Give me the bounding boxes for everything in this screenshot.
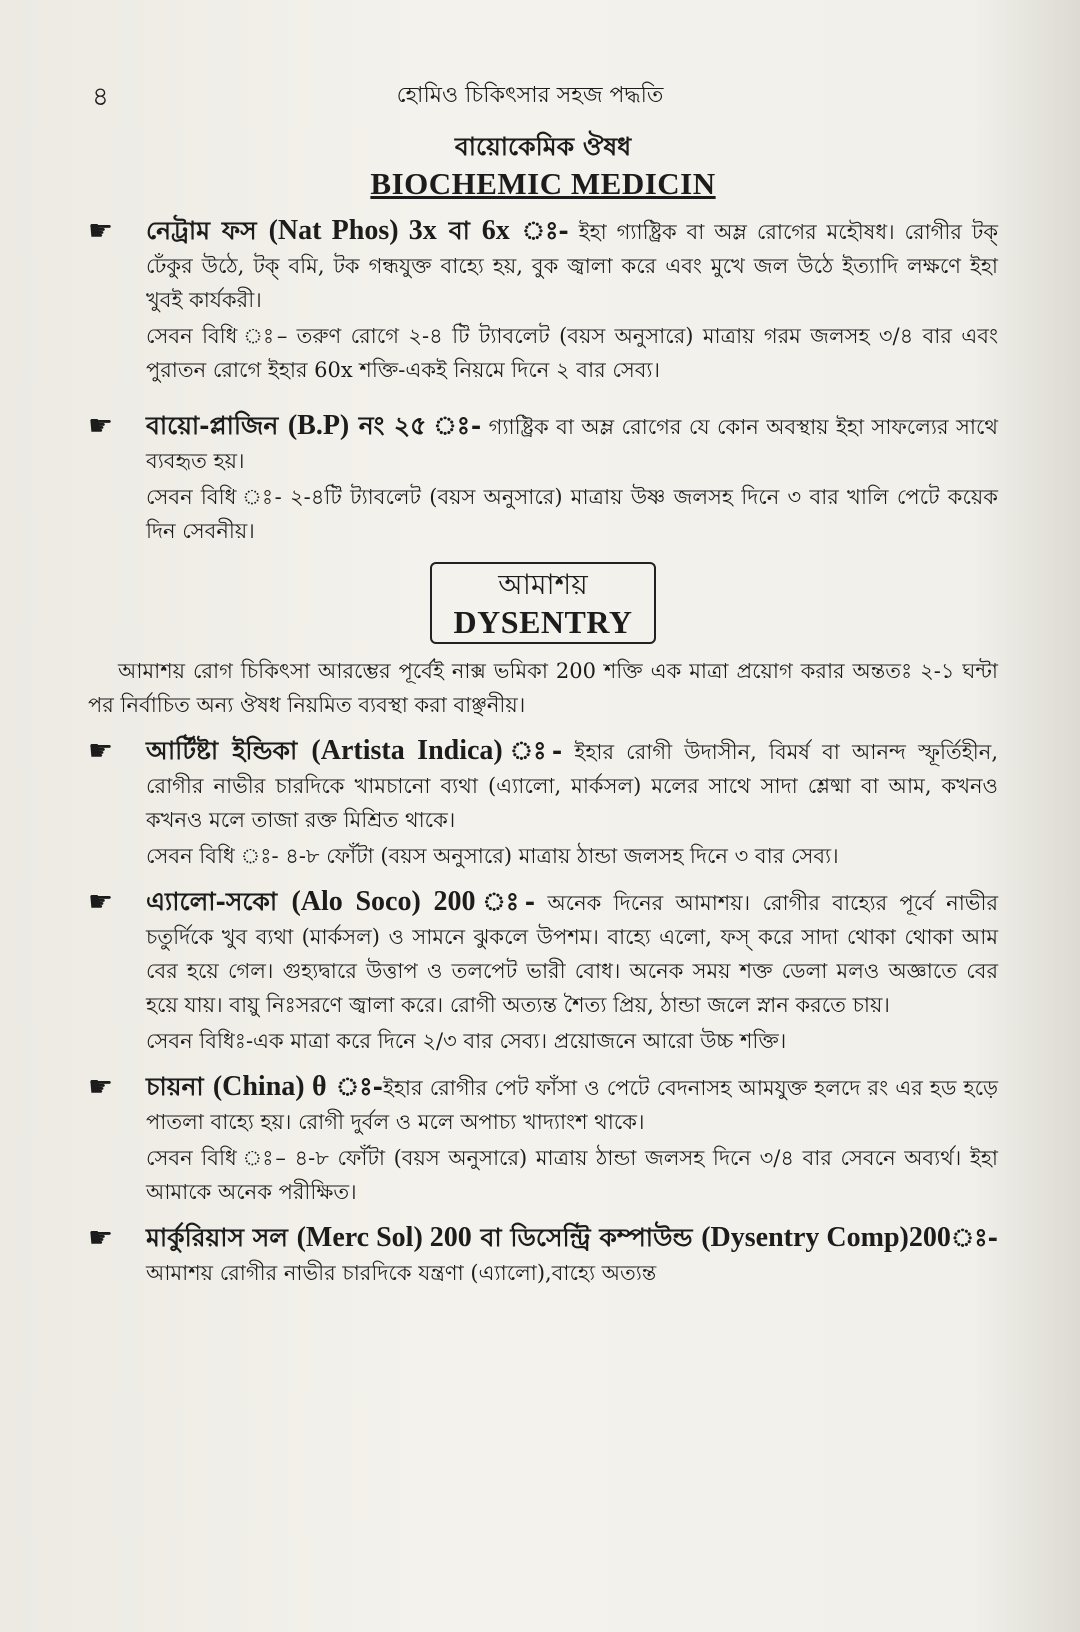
remedy-name: মার্কুরিয়াস সল (Merc Sol) 200 বা ডিসেন্ট্রি কম্পাউন্ড (Dysentry Comp)200ঃ- (146, 1222, 998, 1253)
remedy-description: ইহার রোগীর পেট ফাঁসা ও পেটে বেদনাসহ আমযুক্ত হলদে রং এর হড হড়ে পাতলা বাহ্যে হয়। রোগী দুর্বল ও মলে অপাচ্য খাদ্যাংশ থাকে। (146, 1076, 998, 1134)
remedy-name: নেট্রাম ফস (Nat Phos) 3x বা 6x ঃ- (146, 215, 569, 246)
remedy-entry (88, 409, 998, 548)
remedy-description: অনেক দিনের আমাশয়। রোগীর বাহ্যের পূর্বে নাভীর চতুর্দিকে খুব ব্যথা (মার্কসল) ও সামনে ঝুকলে উপশম। বাহ্যে এলো, ফস্ করে সাদা থোকা থোকা আম বের হয়ে গেল। গুহ্যদ্বারে উত্তাপ ও তলপেট ভারী বোধ। অনেক সময় শক্ত ডেলা মলও অজ্ঞাতে বের হয়ে যায়। বায়ু নিঃসরণে জ্বালা করে। রোগী অত্যন্ত শৈত্য প্রিয়, ঠান্ডা জলে স্নান করতে চায়। (146, 891, 999, 1017)
section-intro: আমাশয় রোগ চিকিৎসা আরম্ভের পূর্বেই নাক্স ভমিকা 200 শক্তি এক মাত্রা প্রয়োগ করার অন্ততঃ ২-১ ঘন্টা পর নির্বাচিত অন্য ঔষধ নিয়মিত ব্যবস্থা করা বাঞ্ছনীয়। (88, 659, 998, 717)
dosage-text: সেবন বিধি ঃ- ৪-৮ ফোঁটা (বয়স অনুসারে) মাত্রায় ঠান্ডা জলসহ দিনে ৩ বার সেব্য। (146, 844, 839, 868)
remedy-entry (88, 1070, 998, 1209)
remedy-description: আমাশয় রোগীর নাভীর চারদিকে যন্ত্রণা (এ্যালো),বাহ্যে অত্যন্ত (146, 1261, 657, 1285)
remedy-entry (88, 1221, 998, 1290)
remedy-name: আর্টিষ্টা ইন্ডিকা (Artista Indica) ঃ- (146, 735, 563, 766)
section-title-en: DYSENTRY (453, 604, 633, 640)
dosage-text: সেবন বিধি ঃ– তরুণ রোগে ২-৪ টি ট্যাবলেট (বয়স অনুসারে) মাত্রায় গরম জলসহ ৩/৪ বার এবং পুরাতন রোগে ইহার 60x শক্তি-একই নিয়মে দিনে ২ বার সেব্য। (146, 324, 998, 382)
running-title: হোমিও চিকিৎসার সহজ পদ্ধতি (396, 83, 664, 108)
remedy-name: বায়ো-প্লাজিন (B.P) নং ২৫ ঃ- (146, 410, 482, 441)
dosage-text: সেবন বিধি ঃ- ২-৪টি ট্যাবলেট (বয়স অনুসারে) মাত্রায় উষ্ণ জলসহ দিনে ৩ বার খালি পেটে কয়েক দিন সেবনীয়। (146, 485, 998, 543)
section-title-en: BIOCHEMIC MEDICIN (370, 166, 716, 201)
pointing-hand-icon: ☛ (88, 885, 114, 918)
pointing-hand-icon: ☛ (88, 734, 114, 767)
pointing-hand-icon: ☛ (88, 1070, 114, 1103)
remedy-description: গ্যাষ্ট্রিক বা অম্ল রোগের যে কোন অবস্থায় ইহা সাফল্যের সাথে ব্যবহৃত হয়। (146, 415, 998, 473)
section-title-bn: আমাশয় (498, 568, 588, 601)
remedy-entry (88, 734, 998, 873)
dosage-text: সেবন বিধি ঃ– ৪-৮ ফোঁটা (বয়স অনুসারে) মাত্রায় ঠান্ডা জলসহ দিনে ৩/৪ বার সেবনে অব্যর্থ। ইহা আমাকে অনেক পরীক্ষিত। (146, 1146, 998, 1204)
remedy-name: চায়না (China) θ ঃ- (146, 1071, 383, 1102)
page-header (92, 72, 968, 112)
pointing-hand-icon: ☛ (88, 1221, 114, 1254)
dosage-text: সেবন বিধিঃ-এক মাত্রা করে দিনে ২/৩ বার সেব্য। প্রয়োজনে আরো উচ্চ শক্তি। (146, 1029, 787, 1053)
pointing-hand-icon: ☛ (88, 214, 114, 247)
remedy-description: ইহার রোগী উদাসীন, বিমর্ষ বা আনন্দ স্ফূর্তিহীন, রোগীর নাভীর চারদিকে খামচানো ব্যথা (এ্যালো, মার্কসল) মলের সাথে সাদা শ্লেষ্মা বা আম, কখনও কখনও মলে তাজা রক্ত মিশ্রিত থাকে। (146, 740, 998, 832)
remedy-description: ইহা গ্যাষ্ট্রিক বা অম্ল রোগের মহৌষধ। রোগীর টক্ ঢেঁকুর উঠে, টক্ বমি, টক গন্ধযুক্ত বাহ্যে হয়, বুক জ্বালা করে এবং মুখে জল উঠে ইত্যাদি লক্ষণে ইহা খুবই কার্যকরী। (146, 220, 999, 312)
remedy-entry (88, 214, 998, 387)
pointing-hand-icon: ☛ (88, 409, 114, 442)
section-heading-dysentry (430, 562, 657, 644)
section-heading-biochemic (88, 128, 998, 202)
remedy-name: এ্যালো-সকো (Alo Soco) 200 ঃ- (146, 886, 536, 917)
section-title-bn: বায়োকেমিক ঔষধ (454, 132, 632, 161)
page-number: ৪ (92, 82, 109, 112)
remedy-entry (88, 885, 998, 1058)
page-content (88, 128, 998, 1290)
